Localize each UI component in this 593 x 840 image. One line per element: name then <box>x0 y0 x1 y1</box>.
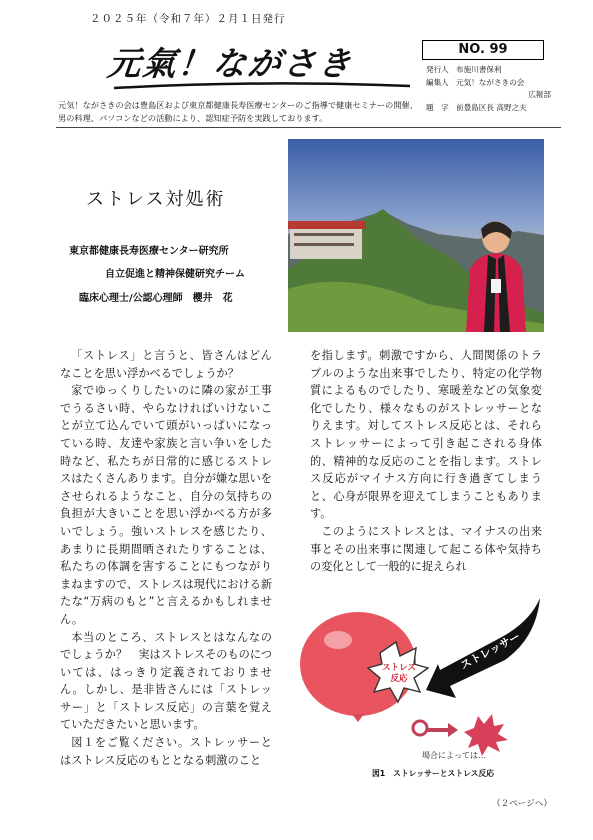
stressor-label: ストレッサー <box>458 629 523 673</box>
paragraph: を指します。刺激ですから、人間関係のトラブルのような出来事でしたり、特定の化学物質によるものでしたり、寒暖差などの気象変化でしたり、様々なものがストレッサーとなりえます。対してストレス反応とは、それらストレッサーによって引き起こされる身体的、精神的な反応のことを指します。ストレス反応がマイナス方向に行き過ぎてしまうと、心身が限界を迎えてしまうこともあります。 <box>310 349 542 521</box>
paragraph: このようにストレスとは、マイナスの出来事とその出来事に関連して起こる体や気持ちの変化として一般的に捉えられ <box>310 524 542 574</box>
paragraph: 図１をご覧ください。ストレッサーとはストレス反応のもととなる刺激のこと <box>60 736 272 767</box>
newsletter-masthead: 元氣！ながさき <box>105 44 355 83</box>
response-label: 反応 <box>390 674 408 684</box>
figure-caption: 図1 ストレッサーとストレス反応 <box>372 769 495 778</box>
author-photo <box>288 139 544 332</box>
affiliation-team: 自立促進と精神保健研究チーム <box>105 269 245 280</box>
body-column-1 <box>60 347 272 769</box>
article-title: ストレス対処術 <box>86 189 226 210</box>
response-label: ストレス <box>382 663 416 673</box>
editor-line: 編集人 元気！ながさきの会 <box>426 77 525 87</box>
calligraphy-line: 題 字 前豊島区長 高野之夫 <box>426 102 527 112</box>
case-label: 場合によっては… <box>422 751 486 760</box>
publication-info <box>426 64 561 114</box>
author-name: 臨床心理士/公認心理師 櫻井 花 <box>79 293 233 304</box>
affiliation-institute: 東京都健康長寿医療センター研究所 <box>69 246 229 257</box>
editor-dept-line: 広報部 <box>528 90 551 99</box>
body-column-2 <box>310 347 542 576</box>
masthead-swoosh <box>112 80 412 92</box>
stress-figure <box>300 598 545 768</box>
issue-number-box: NO. 99 <box>422 40 544 60</box>
continue-note: （２ページへ） <box>492 799 552 809</box>
paragraph: 「ストレス」と言うと、皆さんはどんなことを思い浮かべるでしょうか？ <box>60 349 272 380</box>
header-divider <box>56 127 561 128</box>
intro-text: 元気！ながさきの会は豊島区および東京都健康長寿医療センターのご指導で健康セミナーの開催、男の料理、パソコンなどの活動により、認知症予防を実践しております。 <box>58 100 418 123</box>
paragraph: 家でゆっくりしたいのに隣の家が工事でうるさい時、やらなければいけないことが立て込んでいて頭がいっぱいになっている時、友達や家族と言い争いをした時など、私たちが日常的に感じるストレスはたくさんあります。自分が嫌な思いをさせられるようなこと、自分の気持ちの負担が大きいことを思い浮かべる方が多いでしょう。強いストレスを感じたり、あまりに長期間晒されたりすることは、私たちの体調を害することにもつながりまねますので、ストレスは現代における新たな“万病のもと”と言えるかもしれません。 <box>60 384 273 626</box>
paragraph: 本当のところ、ストレスとはなんなのでしょうか？ 実はストレスそのものについては、はっきり定義されておりません。しかし、是非皆さんには「ストレッサー」と「ストレス反応」の言葉を覚えていただきたいと思います。 <box>60 630 273 732</box>
issue-date: ２０２５年（令和７年）２月１日発行 <box>90 13 286 25</box>
publisher-line: 発行人 布施川書保利 <box>426 65 502 74</box>
